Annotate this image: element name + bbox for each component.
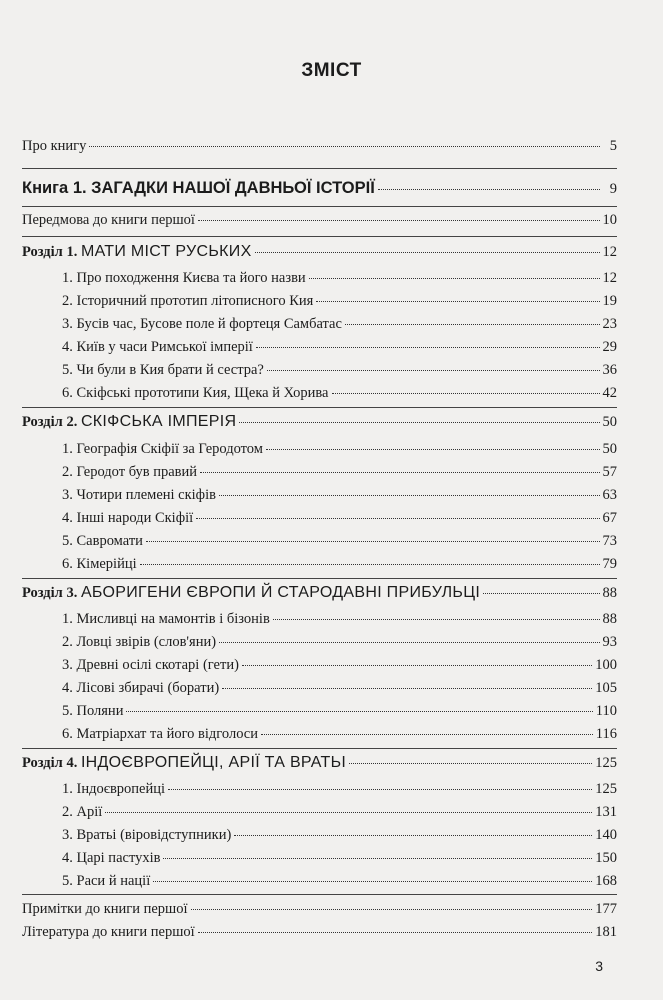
divider — [22, 748, 617, 749]
toc-page-number: 50 — [602, 414, 617, 430]
dot-leader — [146, 541, 600, 542]
dot-leader — [239, 422, 599, 423]
toc-subentry — [62, 827, 617, 844]
dot-leader — [273, 619, 600, 620]
toc-entry-label: 3. Чотири племені скіфів — [62, 487, 216, 503]
toc-entry-label: 5. Савромати — [62, 533, 143, 549]
toc-subentry — [62, 293, 617, 310]
toc-page-number: 67 — [602, 510, 617, 526]
toc-entry-label: 1. Про походження Києва та його назви — [62, 270, 306, 286]
toc-book-heading — [22, 179, 617, 198]
toc-subentry — [62, 726, 617, 743]
toc-entry-label: Книга 1. ЗАГАДКИ НАШОЇ ДАВНЬОЇ ІСТОРІЇ — [22, 179, 375, 197]
dot-leader — [196, 518, 599, 519]
dot-leader — [332, 393, 600, 394]
dot-leader — [219, 642, 599, 643]
chapter-word: Розділ — [22, 244, 63, 260]
toc-chapter-2 — [22, 413, 617, 431]
toc-chapter-4 — [22, 754, 617, 772]
dot-leader — [345, 324, 600, 325]
toc-subentry — [62, 680, 617, 697]
toc-entry-label: Примітки до книги першої — [22, 901, 188, 917]
chapter-word: Розділ — [22, 414, 63, 430]
toc-page-number: 10 — [602, 212, 617, 228]
dot-leader — [378, 189, 600, 190]
toc-subentry — [62, 657, 617, 674]
toc-entry-about — [22, 138, 617, 155]
toc-entry-foreword — [22, 212, 617, 229]
dot-leader — [105, 812, 592, 813]
dot-leader — [163, 858, 592, 859]
toc-page-number: 150 — [595, 850, 617, 866]
chapter-number: 2. — [66, 414, 78, 430]
page-title: ЗМІСТ — [301, 60, 362, 81]
toc-page-number: 12 — [602, 244, 617, 260]
toc-entry-label: 4. Царі пастухів — [62, 850, 161, 866]
toc-entry-label: 1. Індоєвропейці — [62, 781, 166, 797]
toc-page-number: 168 — [595, 873, 617, 889]
toc-page-number: 110 — [595, 703, 617, 719]
toc-subentry — [62, 533, 617, 550]
toc-entry-label: 1. Географія Скіфії за Геродотом — [62, 441, 263, 457]
chapter-title: ІНДОЄВРОПЕЙЦІ, АРІЇ ТА ВРАТЬІ — [80, 754, 347, 771]
dot-leader — [256, 347, 600, 348]
toc-page-number: 5 — [609, 138, 617, 154]
chapter-number: 4. — [66, 755, 78, 771]
dot-leader — [261, 734, 593, 735]
toc-subentry — [62, 556, 617, 573]
chapter-title: АБОРИГЕНИ ЄВРОПИ Й СТАРОДАВНІ ПРИБУЛЬЦІ — [80, 584, 481, 601]
toc-page-number: 36 — [602, 362, 617, 378]
toc-subentry — [62, 441, 617, 458]
page-number: 3 — [595, 958, 603, 974]
toc-page-number: 57 — [602, 464, 617, 480]
toc-subentry — [62, 804, 617, 821]
toc-subentry — [62, 362, 617, 379]
toc-page-number: 131 — [595, 804, 617, 820]
dot-leader — [168, 789, 592, 790]
toc-subentry — [62, 339, 617, 356]
toc-page-number: 23 — [602, 316, 617, 332]
divider — [22, 168, 617, 169]
dot-leader — [255, 252, 600, 253]
toc-page-number: 140 — [595, 827, 617, 843]
chapter-number: 1. — [66, 244, 78, 260]
toc-entry-literature — [22, 924, 617, 941]
toc-page-number: 105 — [595, 680, 617, 696]
toc-page-number: 125 — [595, 781, 617, 797]
toc-subentry — [62, 611, 617, 628]
toc-entry-label: Література до книги першої — [22, 924, 195, 940]
dot-leader — [222, 688, 592, 689]
toc-page-number: 29 — [602, 339, 617, 355]
toc-page-number: 181 — [595, 924, 617, 940]
toc-page-number: 19 — [602, 293, 617, 309]
toc-entry-label: 6. Кімерійці — [62, 556, 137, 572]
chapter-title: МАТИ МІСТ РУСЬКИХ — [80, 243, 252, 260]
toc-page-number: 63 — [602, 487, 617, 503]
toc-entry-label: 6. Скіфські прототипи Кия, Щека й Хорива — [62, 385, 329, 401]
toc-page-number: 79 — [602, 556, 617, 572]
toc-subentry — [62, 873, 617, 890]
dot-leader — [483, 593, 599, 594]
chapter-word: Розділ — [22, 755, 63, 771]
chapter-number: 3. — [66, 585, 78, 601]
dot-leader — [309, 278, 600, 279]
toc-entry-label: 4. Лісові збирачі (борати) — [62, 680, 220, 696]
toc-subentry — [62, 634, 617, 651]
dot-leader — [316, 301, 599, 302]
dot-leader — [126, 711, 592, 712]
dot-leader — [140, 564, 600, 565]
toc-subentry — [62, 703, 617, 720]
toc-entry-label: 1. Мисливці на мамонтів і бізонів — [62, 611, 270, 627]
toc-entry-label: 2. Геродот був правий — [62, 464, 198, 480]
toc-page-number: 73 — [602, 533, 617, 549]
toc-subentry — [62, 270, 617, 287]
toc-entry-label: 3. Бусів час, Бусове поле й фортеця Самбатас — [62, 316, 342, 332]
dot-leader — [198, 932, 593, 933]
chapter-title: СКІФСЬКА ІМПЕРІЯ — [80, 413, 237, 430]
toc-page-number: 50 — [602, 441, 617, 457]
toc-page-number: 12 — [602, 270, 617, 286]
toc-entry-label: 4. Інші народи Скіфії — [62, 510, 194, 526]
divider — [22, 236, 617, 237]
toc-subentry — [62, 316, 617, 333]
toc-chapter-3 — [22, 584, 617, 602]
dot-leader — [89, 146, 600, 147]
divider — [22, 206, 617, 207]
toc-page-number: 116 — [595, 726, 617, 742]
toc-page-number: 177 — [595, 901, 617, 917]
toc-entry-label: 3. Древні осілі скотарі (гети) — [62, 657, 239, 673]
dot-leader — [200, 472, 599, 473]
divider — [22, 578, 617, 579]
toc-subentry — [62, 464, 617, 481]
toc-chapter-1 — [22, 243, 617, 261]
toc-entry-label: 5. Раси й нації — [62, 873, 151, 889]
toc-page-number: 42 — [602, 385, 617, 401]
toc-subentry — [62, 385, 617, 402]
toc-entry-label: Про книгу — [22, 138, 87, 154]
toc-entry-label: 2. Арії — [62, 804, 103, 820]
toc-entry-label: 6. Матріархат та його відголоси — [62, 726, 258, 742]
dot-leader — [349, 763, 592, 764]
toc-entry-notes — [22, 901, 617, 918]
toc-subentry — [62, 781, 617, 798]
toc-subentry — [62, 850, 617, 867]
dot-leader — [242, 665, 592, 666]
toc-page-number: 88 — [602, 611, 617, 627]
dot-leader — [267, 370, 600, 371]
toc-subentry — [62, 487, 617, 504]
toc-subentry — [62, 510, 617, 527]
chapter-word: Розділ — [22, 585, 63, 601]
toc-page-number: 125 — [595, 755, 617, 771]
toc-entry-label: 4. Київ у часи Римської імперії — [62, 339, 253, 355]
toc-page-number: 93 — [602, 634, 617, 650]
toc-entry-label: Передмова до книги першої — [22, 212, 195, 228]
toc-entry-label: 5. Поляни — [62, 703, 124, 719]
toc-entry-label: 5. Чи були в Кия брати й сестра? — [62, 362, 264, 378]
toc-page-number: 9 — [609, 181, 617, 197]
dot-leader — [266, 449, 600, 450]
toc-entry-label: 2. Історичний прототип літописного Кия — [62, 293, 314, 309]
toc-entry-label: 2. Ловці звірів (слов'яни) — [62, 634, 217, 650]
dot-leader — [153, 881, 592, 882]
dot-leader — [234, 835, 592, 836]
toc-entry-label: 3. Вратьі (віровідступники) — [62, 827, 232, 843]
dot-leader — [198, 220, 600, 221]
divider — [22, 407, 617, 408]
dot-leader — [219, 495, 600, 496]
divider — [22, 894, 617, 895]
toc-page-number: 88 — [602, 585, 617, 601]
toc-page-number: 100 — [595, 657, 617, 673]
dot-leader — [191, 909, 593, 910]
